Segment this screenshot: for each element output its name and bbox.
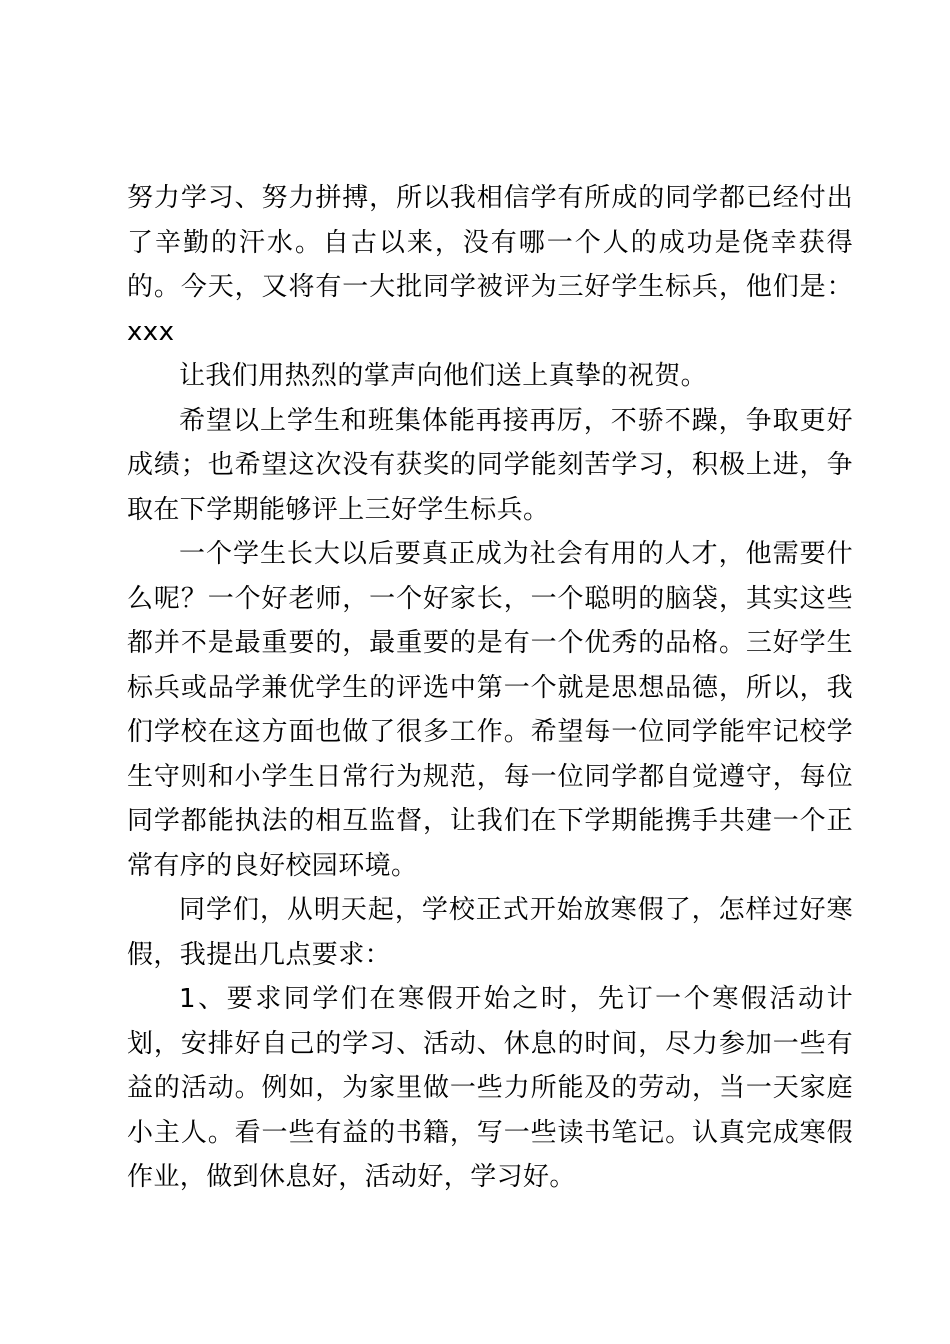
document-body xyxy=(127,176,853,1200)
paragraph-1: 努力学习、努力拼搏，所以我相信学有所成的同学都已经付出了辛勤的汗水。自古以来，没有哪一个人的成功是侥幸获得的。今天，又将有一大批同学被评为三好学生标兵，他们是：xxx xyxy=(127,183,853,347)
paragraph-3: 希望以上学生和班集体能再接再厉，不骄不躁，争取更好成绩；也希望这次没有获奖的同学能刻苦学习，积极上进，争取在下学期能够评上三好学生标兵。 xyxy=(127,405,853,525)
paragraph-5: 同学们，从明天起，学校正式开始放寒假了，怎样过好寒假，我提出几点要求： xyxy=(127,895,853,970)
paragraph-4: 一个学生长大以后要真正成为社会有用的人才，他需要什么呢？一个好老师，一个好家长，一个聪明的脑袋，其实这些都并不是最重要的，最重要的是有一个优秀的品格。三好学生标兵或品学兼优学生的评选中第一个就是思想品德，所以，我们学校在这方面也做了很多工作。希望每一位同学能牢记校学生守则和小学生日常行为规范，每一位同学都自觉遵守，每位同学都能执法的相互监督，让我们在下学期能携手共建一个正常有序的良好校园环境。 xyxy=(127,539,853,881)
paragraph-2: 让我们用热烈的掌声向他们送上真挚的祝贺。 xyxy=(179,361,708,391)
paragraph-6: 1、要求同学们在寒假开始之时，先订一个寒假活动计划，安排好自己的学习、活动、休息的时间，尽力参加一些有益的活动。例如，为家里做一些力所能及的劳动，当一天家庭小主人。看一些有益的书籍，写一些读书笔记。认真完成寒假作业，做到休息好，活动好，学习好。 xyxy=(127,984,853,1192)
